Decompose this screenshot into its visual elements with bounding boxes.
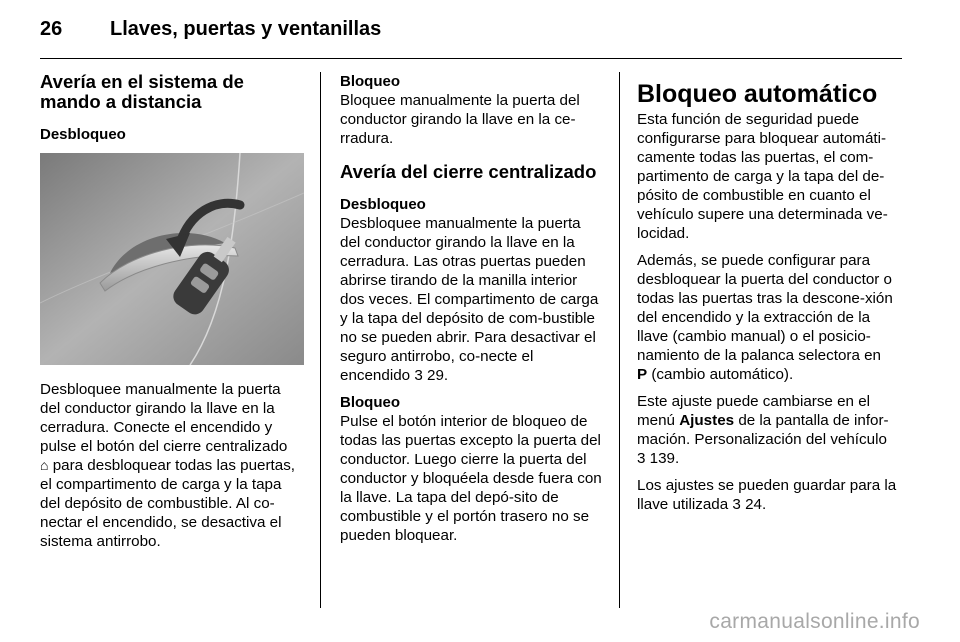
column-right xyxy=(637,80,902,522)
auto-unlock-description: Además, se puede configurar para desbloquear la puerta del conductor o todas las puertas tras la descone-xión del encendido y la extracción de la llave (cambio manual) o el posicio-namiento de la palanca selectora en P (cambio automático). xyxy=(637,252,893,383)
page-number: 26 xyxy=(40,18,63,40)
column-divider-2 xyxy=(619,72,620,608)
watermark: carmanualsonline.info xyxy=(709,610,920,633)
lock-instructions: Bloquee manualmente la puerta del conductor girando la llave en la ce-rradura. xyxy=(340,92,580,147)
unlock-central-instructions: Desbloquee manualmente la puerta del conductor girando la llave en la cerradura. Las otras puertas pueden abrirse tirando de la manilla interior dos veces. El compartimento de carga y la tapa del depósito de com-bustible no se pueden abrir. Para desactivar el seguro antirrobo, co-necte el encendido 3 29. xyxy=(340,215,599,384)
central-lock-unlock-icon: ⌂ xyxy=(40,457,49,473)
section-heading-remote-failure: Avería en el sistema de mando a distancia xyxy=(40,71,244,112)
door-handle-key-illustration xyxy=(40,153,304,365)
column-middle xyxy=(340,72,602,553)
page-reference: 3 29. xyxy=(414,367,449,384)
column-left xyxy=(40,72,304,559)
subheading-lock: Bloqueo xyxy=(340,73,400,90)
save-settings-description: Los ajustes se pueden guardar para la llave utilizada 3 24. xyxy=(637,477,897,513)
subheading-unlock-central: Desbloqueo xyxy=(340,196,426,213)
column-divider-1 xyxy=(320,72,321,608)
running-title: Llaves, puertas y ventanillas xyxy=(110,18,382,40)
section-heading-central-lock-failure: Avería del cierre centralizado xyxy=(340,161,597,182)
subheading-lock-central: Bloqueo xyxy=(340,394,400,411)
unlock-instructions: Desbloquee manualmente la puerta del conductor girando la llave en la cerradura. Conecte el encendido y pulse el botón del cierre centralizado ⌂ para desbloquear todas las puertas, el compartimento de carga y la tapa del depósito de combustible. Al co-nectar el encendido, se desactiva el sistema antirrobo. xyxy=(40,381,296,550)
lock-central-instructions: Pulse el botón interior de bloqueo de todas las puertas excepto la puerta del conductor. Luego cierre la puerta del conductor y bloquéela desde fuera con la llave. La tapa del depó-sito de combustible y el portón trasero no se pueden bloquear. xyxy=(340,413,602,544)
page-reference: 3 139. xyxy=(637,450,680,467)
section-heading-auto-lock: Bloqueo automático xyxy=(637,80,878,108)
auto-lock-description: Esta función de seguridad puede configurarse para bloquear automáti-camente todas las puertas, el com-partimento de carga y la tapa del de-pósito de combustible en cuanto el vehículo supere una determinada ve-locidad. xyxy=(637,111,888,242)
header-rule xyxy=(40,58,902,59)
settings-description: Este ajuste puede cambiarse en el menú Ajustes de la pantalla de infor-mación. Personalización del vehículo 3 139. xyxy=(637,393,889,467)
page-reference: 3 24. xyxy=(732,496,767,513)
subheading-unlock: Desbloqueo xyxy=(40,126,126,143)
